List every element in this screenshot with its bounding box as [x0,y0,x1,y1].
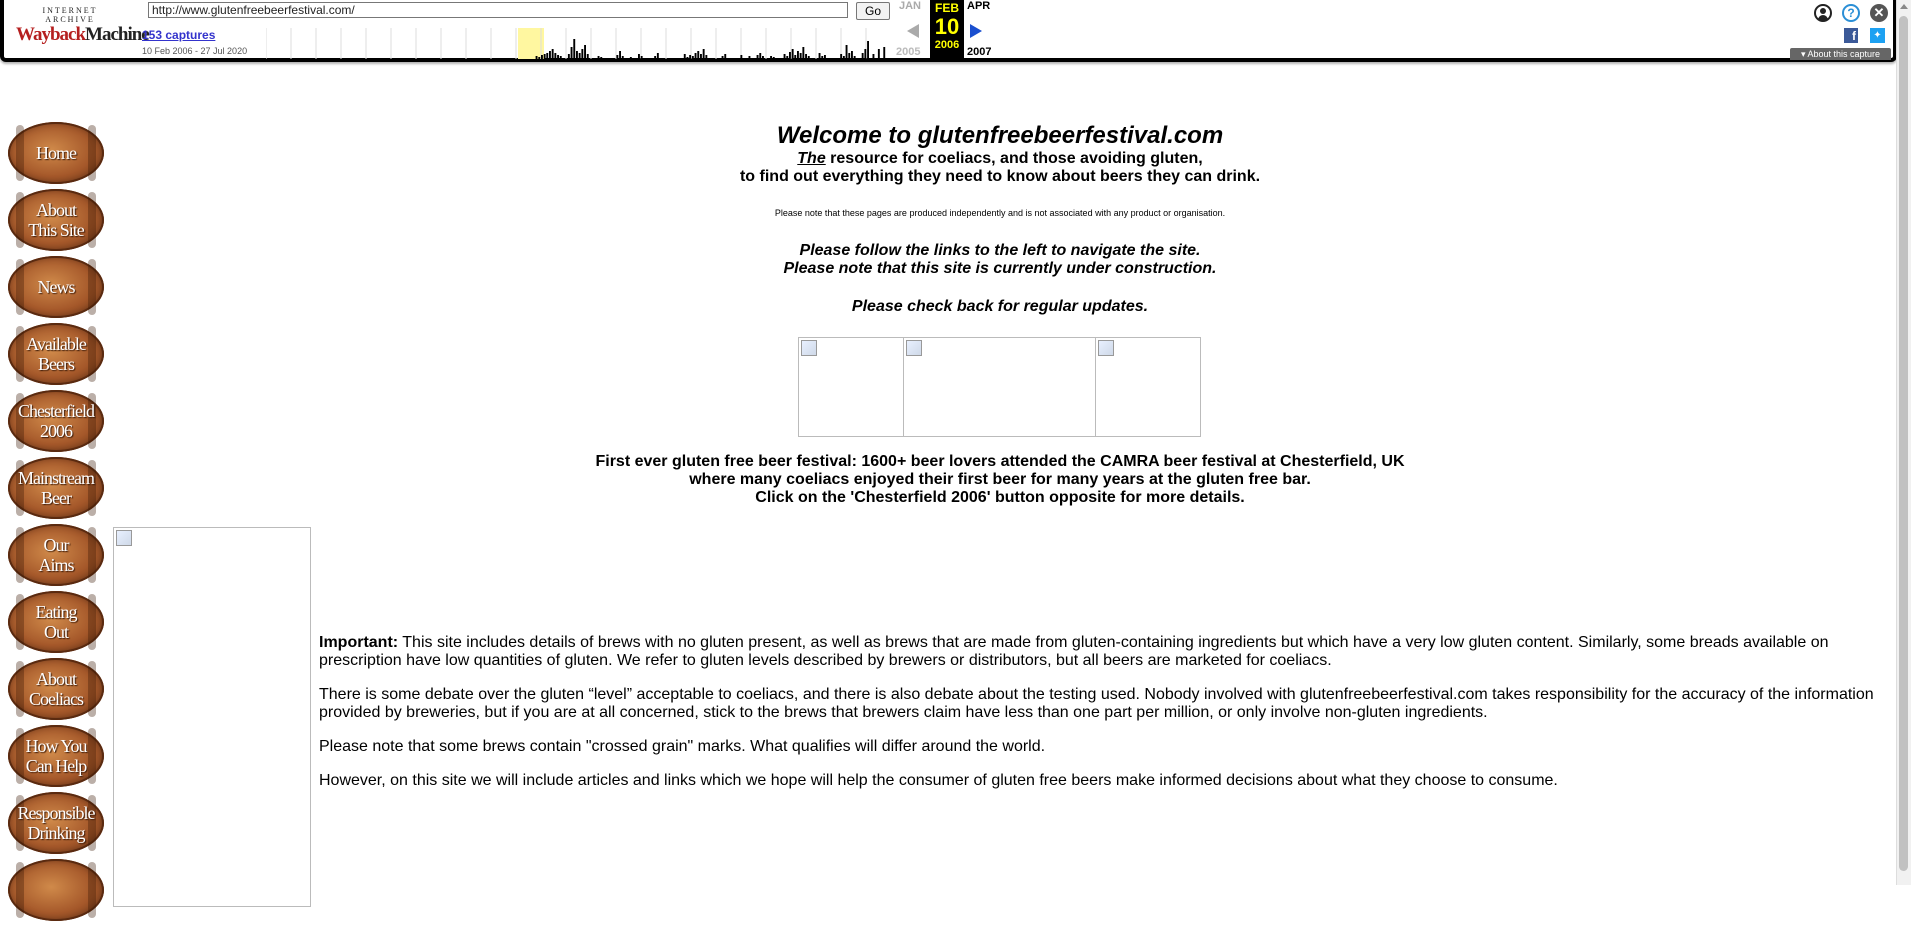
nav-barrel-label: News [37,277,75,297]
sparkline-bar [802,47,804,59]
debate-paragraph: There is some debate over the gluten “level” acceptable to coeliacs, and there is also debate about the testing used. Nobody involved with glutenfreebeerfestival.com takes responsibility for the accuracy of the information provided by breweries, but if you are at all concerned, stick to the brews that brewers claim have less than one part per million, or only involve non-gluten ingredients. [319,686,1874,721]
nav-barrel-label: About Coeliacs [29,669,83,709]
nav-barrel-label: Responsible Drinking [17,803,95,843]
sparkline-bar [840,54,842,59]
sparkline-bar [657,53,659,59]
sparkline-bar [854,56,856,59]
sparkline-bar [587,54,589,59]
sparkline-bar [687,57,689,59]
nav-barrel-responsible-drinking[interactable] [8,792,104,854]
sparkline-bar [821,56,823,59]
nav-barrel-label: Our Aims [38,535,74,575]
crossed-grain-paragraph: Please note that some brews contain "crossed grain" marks. What qualifies will differ around the world. [319,738,1046,755]
sparkline-bar [619,51,621,59]
prev-year-label[interactable]: 2005 [896,46,921,58]
nav-barrel-home[interactable] [8,122,104,184]
sparkline-bar [560,56,562,59]
important-paragraph [319,634,1879,670]
broken-image-left [798,337,904,437]
sparkline-bar [697,51,699,59]
current-day: 10 [934,14,960,39]
sparkline-bar [883,47,885,59]
current-capture-date [930,0,964,62]
sparkline-bar [576,51,578,59]
wayback-logo-top: INTERNET ARCHIVE [42,6,98,24]
scrollbar-thumb[interactable] [1899,16,1908,871]
sparkline-bar [622,56,624,59]
sparkline-bar [538,57,540,59]
broken-image-icon [1098,340,1114,356]
nav-barrel-how-you-can-help[interactable] [8,725,104,787]
captures-range: 10 Feb 2006 - 27 Jul 2020 [142,46,248,56]
nav-barrel-news[interactable] [8,256,104,318]
sparkline-bar [740,55,742,59]
wayback-toolbar [0,0,1897,62]
broken-image-icon [801,340,817,356]
sparkline-bar [616,55,618,59]
sparkline-bar [808,56,810,59]
sparkline-bar [762,56,764,59]
nav-barrel-label: Available Beers [26,334,86,374]
festival-line-3: Click on the 'Chesterfield 2006' button opposite for more details. [755,489,1245,506]
important-text: This site includes details of brews with no gluten present, as well as brews that are made from gluten-containing ingredients but which have a very low gluten content. Similarly, some breads available on prescription have low quantities of gluten. We refer to gluten levels described by brewers or distributors, but all beers are marketed for coeliacs. [319,634,1829,669]
prev-month-label: JAN [899,0,922,12]
sparkline-bar [773,57,775,59]
nav-barrel-about-coeliacs[interactable] [8,658,104,720]
sparkline-bar [794,55,796,59]
sparkline-bar [805,54,807,59]
intro-section [500,122,1500,316]
sparkline-bar [684,54,686,59]
sparkline-bar [792,49,794,59]
broken-image-right [1095,337,1201,437]
construction-text: Please note that this site is currently under construction. [783,260,1217,277]
independence-note: Please note that these pages are produced independently and is not associated with any product or organisation. [774,208,1226,218]
sparkline-bar [864,49,866,59]
vertical-scrollbar[interactable] [1896,0,1911,885]
close-icon[interactable]: ✕ [1870,4,1888,22]
wayback-logo-machine: Machine [85,24,149,45]
festival-announcement [500,453,1500,507]
sparkline-bar [581,49,583,59]
nav-barrel-our-aims[interactable] [8,524,104,586]
intro-line-1 [500,150,1500,168]
nav-barrel-label: How You Can Help [25,736,87,776]
help-icon[interactable]: ? [1842,4,1860,22]
go-button[interactable]: Go [856,2,890,20]
capture-sparkline[interactable] [266,28,886,59]
follow-links-text: Please follow the links to the left to navigate the site. [799,242,1201,259]
sparkline-bar [700,54,702,59]
festival-line-1: First ever gluten free beer festival: 1600+ beer lovers attended the CAMRA beer festival at Chesterfield, UK [595,453,1405,470]
sparkline-bar [600,57,602,59]
sparkline-bar [789,52,791,59]
sparkline-bar [749,56,751,59]
sparkline-bar [536,56,538,59]
sparkline-bar [757,55,759,59]
sparkline-bar [848,53,850,59]
sparkline-bar [689,55,691,59]
nav-barrel-eating-out[interactable] [8,591,104,653]
broken-image-icon [906,340,922,356]
intro-line-1-rest: resource for coeliacs, and those avoiding gluten, [825,150,1203,167]
nav-barrel-label: Chesterfield 2006 [18,401,94,441]
sparkline-bar [843,56,845,59]
sparkline-bar [641,56,643,59]
nav-barrel-chesterfield-2006[interactable] [8,390,104,452]
captures-link[interactable]: 153 captures [142,28,216,42]
barrel-nav [8,122,108,926]
sparkline-bar [722,56,724,59]
current-month: FEB [935,1,959,15]
nav-barrel-label: Home [36,143,76,163]
sparkline-bar [579,53,581,59]
sparkline-bar [557,55,559,59]
prev-capture-arrow-icon[interactable] [907,24,919,38]
nav-barrel-label: Eating Out [35,602,77,642]
next-capture-arrow-icon[interactable] [970,24,982,38]
sparkline-bar [554,53,556,59]
nav-barrel-more[interactable] [8,859,104,921]
nav-barrel-mainstream-beer[interactable] [8,457,104,519]
sparkline-bar [549,51,551,59]
about-capture-button[interactable]: ▾ About this capture [1790,48,1891,60]
sparkline-bar [846,45,848,59]
about-capture-label: About this capture [1807,49,1881,59]
sparkline-bar [705,55,707,59]
broken-image-middle [903,337,1096,437]
sparkline-bar [546,53,548,59]
sparkline-bar [552,49,554,59]
broken-image-icon [116,530,132,546]
wayback-logo-text [16,24,149,46]
sparkline-bar [584,45,586,59]
sparkline-bar [544,54,546,59]
check-back-text: Please check back for regular updates. [851,298,1149,315]
page-title: Welcome to glutenfreebeerfestival.com [776,122,1224,149]
sparkline-bar [692,56,694,59]
body-text [319,634,1879,806]
sparkline-bar [541,55,543,59]
broken-side-image [113,527,311,907]
twitter-icon[interactable]: ✦ [1870,28,1885,43]
next-year-label[interactable]: 2007 [967,46,992,58]
sparkline-bar [784,54,786,59]
sparkline-bar [571,47,573,59]
sparkline-bar [703,49,705,59]
nav-barrel-about-this-site[interactable] [8,189,104,251]
next-month-label: APR [967,0,991,12]
facebook-icon[interactable]: f [1844,28,1858,43]
festival-line-2: where many coeliacs enjoyed their first beer for many years at the gluten free bar. [689,471,1311,488]
user-icon[interactable] [1814,4,1832,22]
sparkline-bar [695,53,697,59]
articles-paragraph: However, on this site we will include articles and links which we hope will help the consumer of gluten free beers make informed decisions about what they choose to consume. [319,772,1558,789]
sparkline-bar [851,51,853,59]
nav-barrel-available-beers[interactable] [8,323,104,385]
sparkline-bar [878,49,880,59]
sparkline-bar [759,53,761,59]
sparkline-bar [819,53,821,59]
sparkline-bar [873,54,875,59]
nav-barrel-label: Mainstream Beer [18,468,94,508]
sparkline-bar [797,51,799,59]
sparkline-bar [786,56,788,59]
wayback-logo[interactable] [16,6,149,46]
intro-the: The [797,150,826,167]
nav-barrel-label: About This Site [28,200,84,240]
sparkline-bar [630,57,632,59]
current-year: 2006 [934,39,960,51]
sparkline-bar [770,56,772,59]
wayback-logo-way: Wayback [16,24,86,45]
sparkline-bar [598,56,600,59]
sparkline-bar [867,41,869,59]
scroll-up-icon[interactable] [1900,4,1908,9]
sparkline-bar [824,55,826,59]
important-label: Important: [319,634,399,651]
sparkline-bar [800,53,802,59]
intro-line-2: to find out everything they need to know about beers they can drink. [739,168,1261,185]
sparkline-bar [654,56,656,59]
current-year-highlight [518,28,544,59]
sparkline-bar [862,53,864,59]
sparkline-bar [638,54,640,59]
sparkline-bar [568,54,570,59]
sparkline-bar [573,39,575,59]
url-input[interactable]: http://www.glutenfreebeerfestival.com/ [148,2,848,18]
sparkline-bar [724,54,726,59]
